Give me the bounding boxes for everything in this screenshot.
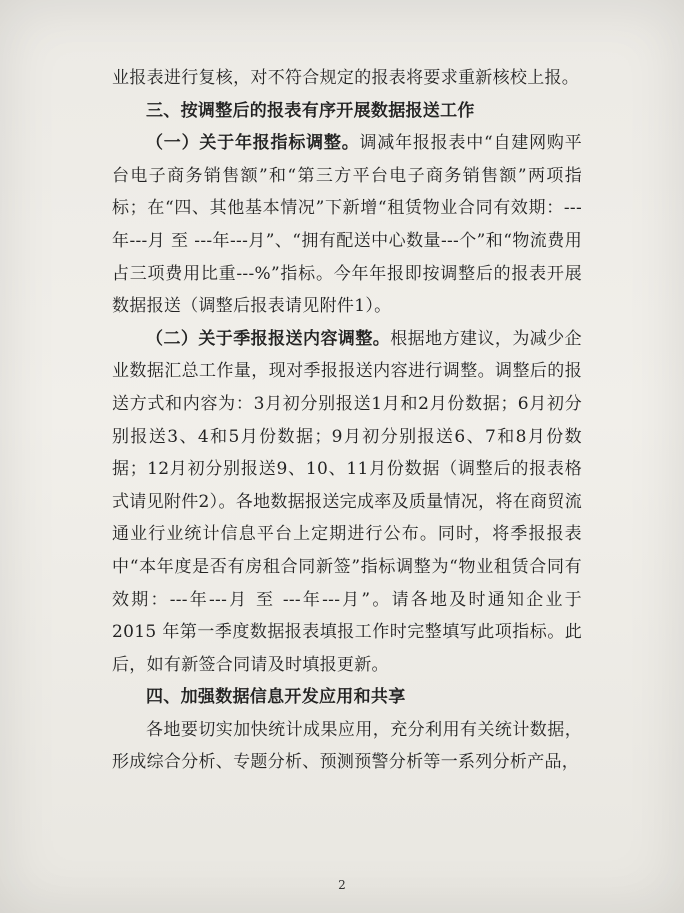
section-heading-4: 四、加强数据信息开发应用和共享 xyxy=(146,687,406,708)
paragraph-quarterly-report-text: 根据地方建议，为减少企业数据汇总工作量，现对季报报送内容进行调整。调整后的报送方式和内容为：3月初分别报送1月和2月份数据；6月初分别报送3、4和5月份数据；9月初分别报送6、7和8月份数据；12月初分别报送9、10、11月份数据（调整后的报表格式请见附件2）。各地数据报送完成率及质量情况，将在商贸流通业行业统计信息平台上定期进行公布。同时，将季报报表中“本年度是否有房租合同新签”指标调整为“物业租赁合同有效期：---年---月 至 ---年---月”。请各地及时通知企业于 2015 年第一季度数据报表填报工作时完整填写此项指标。此后，如有新签合同请及时填报更新。 xyxy=(112,328,582,675)
paragraph-continuation: 业报表进行复核，对不符合规定的报表将要求重新核校上报。 xyxy=(112,68,580,88)
section-heading-3: 三、按调整后的报表有序开展数据报送工作 xyxy=(146,100,475,121)
paragraph-annual-report-text: 调减年报报表中“自建网购平台电子商务销售额”和“第三方平台电子商务销售额”两项指标；在“四、其他基本情况”下新增“租赁物业合同有效期：---年---月 至 ---年---月”、“拥有配送中心数量---个”和“物流费用占三项费用比重---%”指标。今年年报即按调整后的报表开展数据报送（调整后报表请见附件1）。 xyxy=(112,133,582,317)
document-body xyxy=(112,62,582,779)
subheading-quarterly-report: （二）关于季报报送内容调整。 xyxy=(146,328,391,349)
paragraph-quarterly-report xyxy=(112,323,582,682)
page-number: 2 xyxy=(338,878,346,892)
paragraph-annual-report xyxy=(112,127,582,323)
subheading-annual-report: （一）关于年报指标调整。 xyxy=(146,133,360,154)
paragraph-data-application: 各地要切实加快统计成果应用，充分利用有关统计数据，形成综合分析、专题分析、预测预警分析等一系列分析产品， xyxy=(112,719,582,773)
